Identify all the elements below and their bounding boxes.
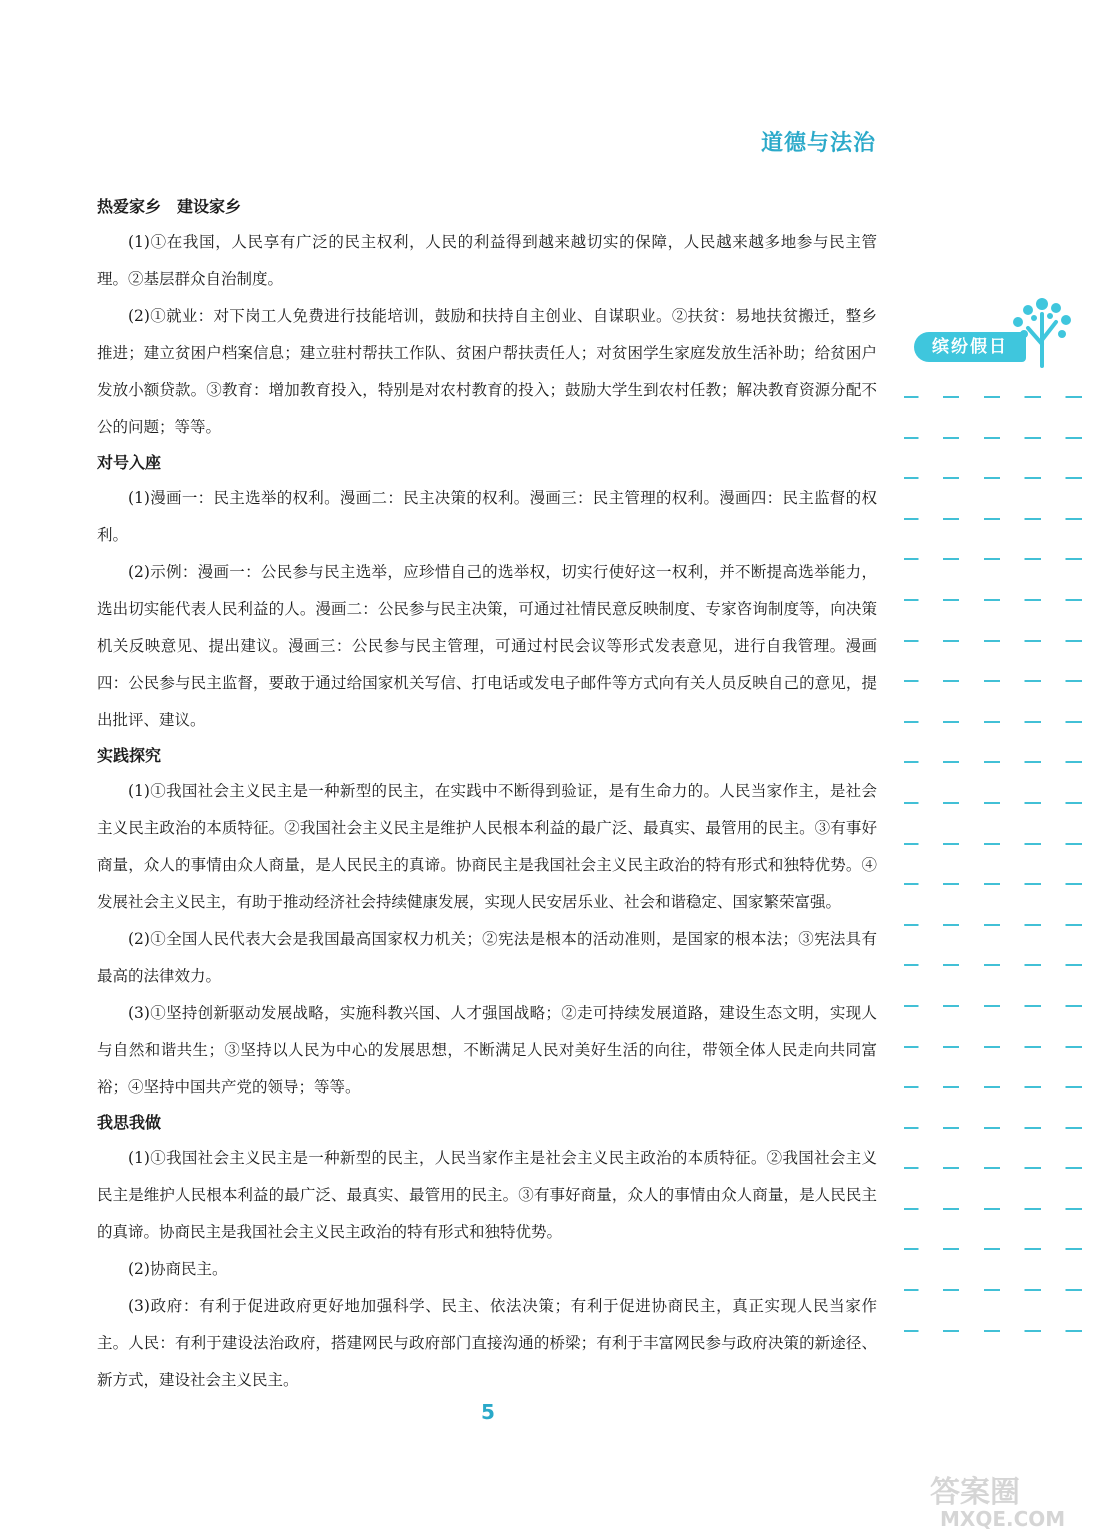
subject-title: 道德与法治 (760, 131, 876, 156)
note-line (904, 518, 1082, 520)
note-line (904, 558, 1082, 560)
notes-sidebar (906, 294, 1078, 404)
section-title: 我思我做 (97, 1113, 162, 1132)
section-1 (97, 190, 877, 446)
paragraph: (2)①就业：对下岗工人免费进行技能培训，鼓励和扶持自主创业、自谋职业。②扶贫：易地扶贫搬迁，整乡推进；建立贫困户档案信息；建立驻村帮扶工作队、贫困户帮扶责任人；对贫困学生家庭发放生活补助；给贫困户发放小额贷款。③教育：增加教育投入，特别是对农村教育的投入；鼓励大学生到农村任教；解决教育资源分配不公的问题；等等。 (97, 307, 877, 436)
note-line (904, 1248, 1082, 1250)
section-title: 实践探究 (97, 746, 162, 765)
svg-text:答案圈: 答案圈 (930, 1475, 1020, 1510)
note-line (904, 437, 1082, 439)
note-line (904, 477, 1082, 479)
paragraph: (1)①在我国，人民享有广泛的民主权利，人民的利益得到越来越切实的保障，人民越来越多地参与民主管理。②基层群众自治制度。 (97, 233, 877, 288)
note-line (904, 843, 1082, 845)
page-number: 5 (481, 1400, 495, 1424)
notes-label: 缤纷假日 (914, 332, 1026, 362)
section-title: 热爱家乡 建设家乡 (97, 197, 242, 216)
note-line (904, 1005, 1082, 1007)
paragraph: (2)①全国人民代表大会是我国最高国家权力机关；②宪法是根本的活动准则，是国家的根本法；③宪法具有最高的法律效力。 (97, 930, 877, 985)
paragraph: (2)示例：漫画一：公民参与民主选举，应珍惜自己的选举权，切实行使好这一权利，并不断提高选举能力，选出切实能代表人民利益的人。漫画二：公民参与民主决策，可通过社情民意反映制度、专家咨询制度等，向决策机关反映意见、提出建议。漫画三：公民参与民主管理，可通过村民会议等形式发表意见，进行自我管理。漫画四：公民参与民主监督，要敢于通过给国家机关写信、打电话或发电子邮件等方式向有关人员反映自己的意见，提出批评、建议。 (97, 563, 877, 729)
svg-text:MXQE.COM: MXQE.COM (940, 1507, 1066, 1530)
note-line (904, 924, 1082, 926)
section-2 (97, 446, 877, 739)
note-line (904, 680, 1082, 682)
paragraph: (1)①我国社会主义民主是一种新型的民主，在实践中不断得到验证，是有生命力的。人民当家作主，是社会主义民主政治的本质特征。②我国社会主义民主是维护人民根本利益的最广泛、最真实、最管用的民主。③有事好商量，众人的事情由众人商量，是人民民主的真谛。协商民主是我国社会主义民主政治的特有形式和独特优势。④发展社会主义民主，有助于推动经济社会持续健康发展，实现人民安居乐业、社会和谐稳定、国家繁荣富强。 (97, 782, 877, 911)
note-line (904, 1167, 1082, 1169)
paragraph: (1)①我国社会主义民主是一种新型的民主，人民当家作主是社会主义民主政治的本质特征。②我国社会主义民主是维护人民根本利益的最广泛、最真实、最管用的民主。③有事好商量，众人的事情由众人商量，是人民民主的真谛。协商民主是我国社会主义民主政治的特有形式和独特优势。 (97, 1149, 877, 1241)
section-3 (97, 739, 877, 1106)
note-line (904, 761, 1082, 763)
note-line (904, 1086, 1082, 1088)
note-line (904, 964, 1082, 966)
note-line (904, 721, 1082, 723)
section-4 (97, 1106, 877, 1399)
note-line (904, 1208, 1082, 1210)
paragraph: (3)政府：有利于促进政府更好地加强科学、民主、依法决策；有利于促进协商民主，真正实现人民当家作主。人民：有利于建设法治政府，搭建网民与政府部门直接沟通的桥梁；有利于丰富网民参与政府决策的新途径、新方式，建设社会主义民主。 (97, 1297, 877, 1389)
answer-content (97, 190, 877, 1399)
note-line (904, 883, 1082, 885)
paragraph: (1)漫画一：民主选举的权利。漫画二：民主决策的权利。漫画三：民主管理的权利。漫画四：民主监督的权利。 (97, 489, 877, 544)
note-line (904, 599, 1082, 601)
note-lines (904, 396, 1082, 1370)
note-line (904, 1046, 1082, 1048)
note-line (904, 1330, 1082, 1332)
section-title: 对号入座 (97, 453, 162, 472)
note-line (904, 396, 1082, 398)
paragraph: (2)协商民主。 (128, 1260, 228, 1278)
note-line (904, 1127, 1082, 1129)
note-line (904, 1289, 1082, 1291)
note-line (904, 802, 1082, 804)
watermark-logo (926, 1470, 1094, 1530)
note-line (904, 640, 1082, 642)
paragraph: (3)①坚持创新驱动发展战略，实施科教兴国、人才强国战略；②走可持续发展道路，建设生态文明，实现人与自然和谐共生；③坚持以人民为中心的发展思想，不断满足人民对美好生活的向往，带领全体人民走向共同富裕；④坚持中国共产党的领导；等等。 (97, 1004, 877, 1096)
